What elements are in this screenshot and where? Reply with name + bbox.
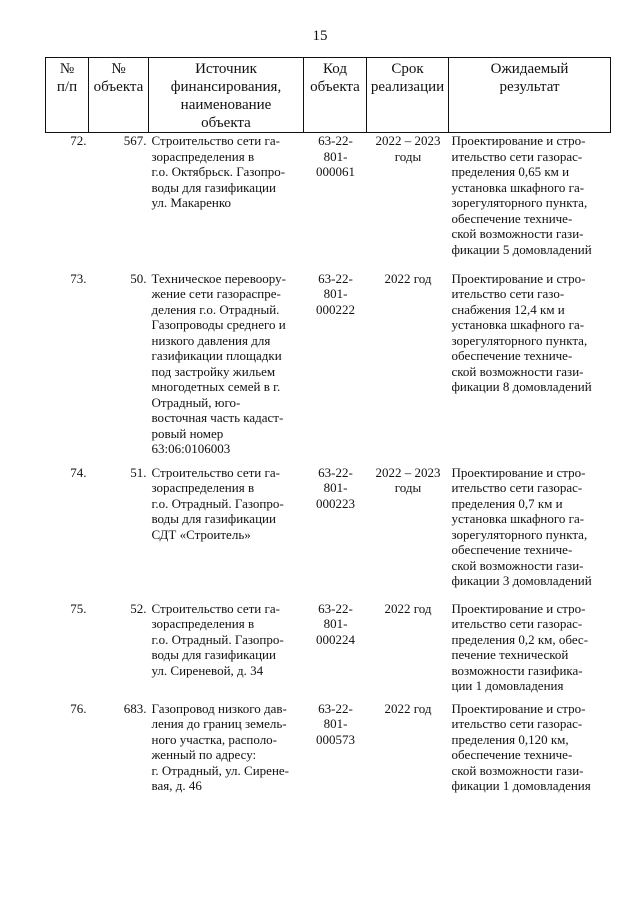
object-number: 50.	[130, 270, 147, 286]
header-source: Источник финансирования, наименование объекта	[149, 58, 304, 133]
expected-result: Проектирование и стро- ительство сети газо- снабжения 12,4 км и установка шкафного га- зорегуляторного пункта, обеспечение техниче- ской возможности гази- фикации 8 домовладений	[451, 270, 592, 394]
table-row	[46, 701, 611, 801]
row-number: 72.	[70, 133, 87, 148]
implementation-term: 2022 – 2023 годы	[375, 464, 441, 495]
object-code: 63-22- 801- 000223	[316, 464, 355, 511]
expected-result: Проектирование и стро- ительство сети газорас- пределения 0,65 км и установка шкафного га- зорегуляторного пункта, обеспечение техниче- ской возможности гази- фикации 5 домовладений	[451, 133, 592, 257]
implementation-term: 2022 год	[384, 270, 432, 286]
object-code: 63-22- 801- 000224	[316, 600, 355, 647]
object-code: 63-22- 801- 000222	[316, 270, 355, 317]
object-number: 567.	[123, 133, 147, 148]
table-row	[46, 601, 611, 701]
funding-source: Строительство сети га- зораспределения в г.о. Отрадный. Газопро- воды для газификации СДТ «Строитель»	[151, 464, 284, 542]
object-number: 51.	[130, 464, 147, 480]
funding-source: Техническое перевоору- жение сети газораспре- деления г.о. Отрадный. Газопроводы среднего и низкого давления для газификации площадки под застройку жильем многодетных семей в г. Отрадный, юго- восточная часть кадаст- ровый номер 63:06:0106003	[151, 270, 286, 456]
header-term: Срок реализации	[367, 58, 449, 133]
table-row	[46, 465, 611, 601]
header-result: Ожидаемый результат	[449, 58, 611, 133]
row-number: 75.	[70, 600, 87, 616]
object-number: 52.	[130, 600, 147, 616]
header-num: № п/п	[46, 58, 89, 133]
funding-source: Строительство сети га- зораспределения в г.о. Октябрьск. Газопро- воды для газификации ул. Макаренко	[151, 133, 286, 210]
row-number: 73.	[70, 270, 87, 286]
implementation-term: 2022 год	[384, 700, 432, 716]
object-code: 63-22- 801- 000061	[316, 133, 355, 179]
header-object: № объекта	[89, 58, 149, 133]
object-code: 63-22- 801- 000573	[316, 700, 355, 747]
table-row	[46, 133, 611, 271]
header-code: Код объекта	[304, 58, 367, 133]
expected-result: Проектирование и стро- ительство сети газорас- пределения 0,7 км и установка шкафного га- зорегуляторного пункта, обеспечение техниче- ской возможности гази- фикации 3 домовладений	[451, 464, 592, 588]
expected-result: Проектирование и стро- ительство сети газорас- пределения 0,2 км, обес- печение технической возможности газифика- ции 1 домовладения	[451, 600, 589, 693]
funding-source: Строительство сети га- зораспределения в г.о. Отрадный. Газопро- воды для газификации ул. Сиреневой, д. 34	[151, 600, 284, 678]
table-header-row	[46, 58, 611, 133]
table-row	[46, 271, 611, 465]
object-number: 683.	[123, 700, 147, 716]
row-number: 76.	[70, 700, 87, 716]
implementation-term: 2022 год	[384, 600, 432, 616]
page-number: 15	[312, 28, 328, 44]
implementation-term: 2022 – 2023 годы	[375, 133, 441, 164]
objects-table	[45, 57, 611, 801]
row-number: 74.	[70, 464, 87, 480]
expected-result: Проектирование и стро- ительство сети газорас- пределения 0,120 км, обеспечение техниче- ской возможности гази- фикации 1 домовладения	[451, 700, 591, 793]
funding-source: Газопровод низкого дав- ления до границ земель- ного участка, располо- женный по адресу: г. Отрадный, ул. Сирене- вая, д. 46	[151, 700, 289, 793]
